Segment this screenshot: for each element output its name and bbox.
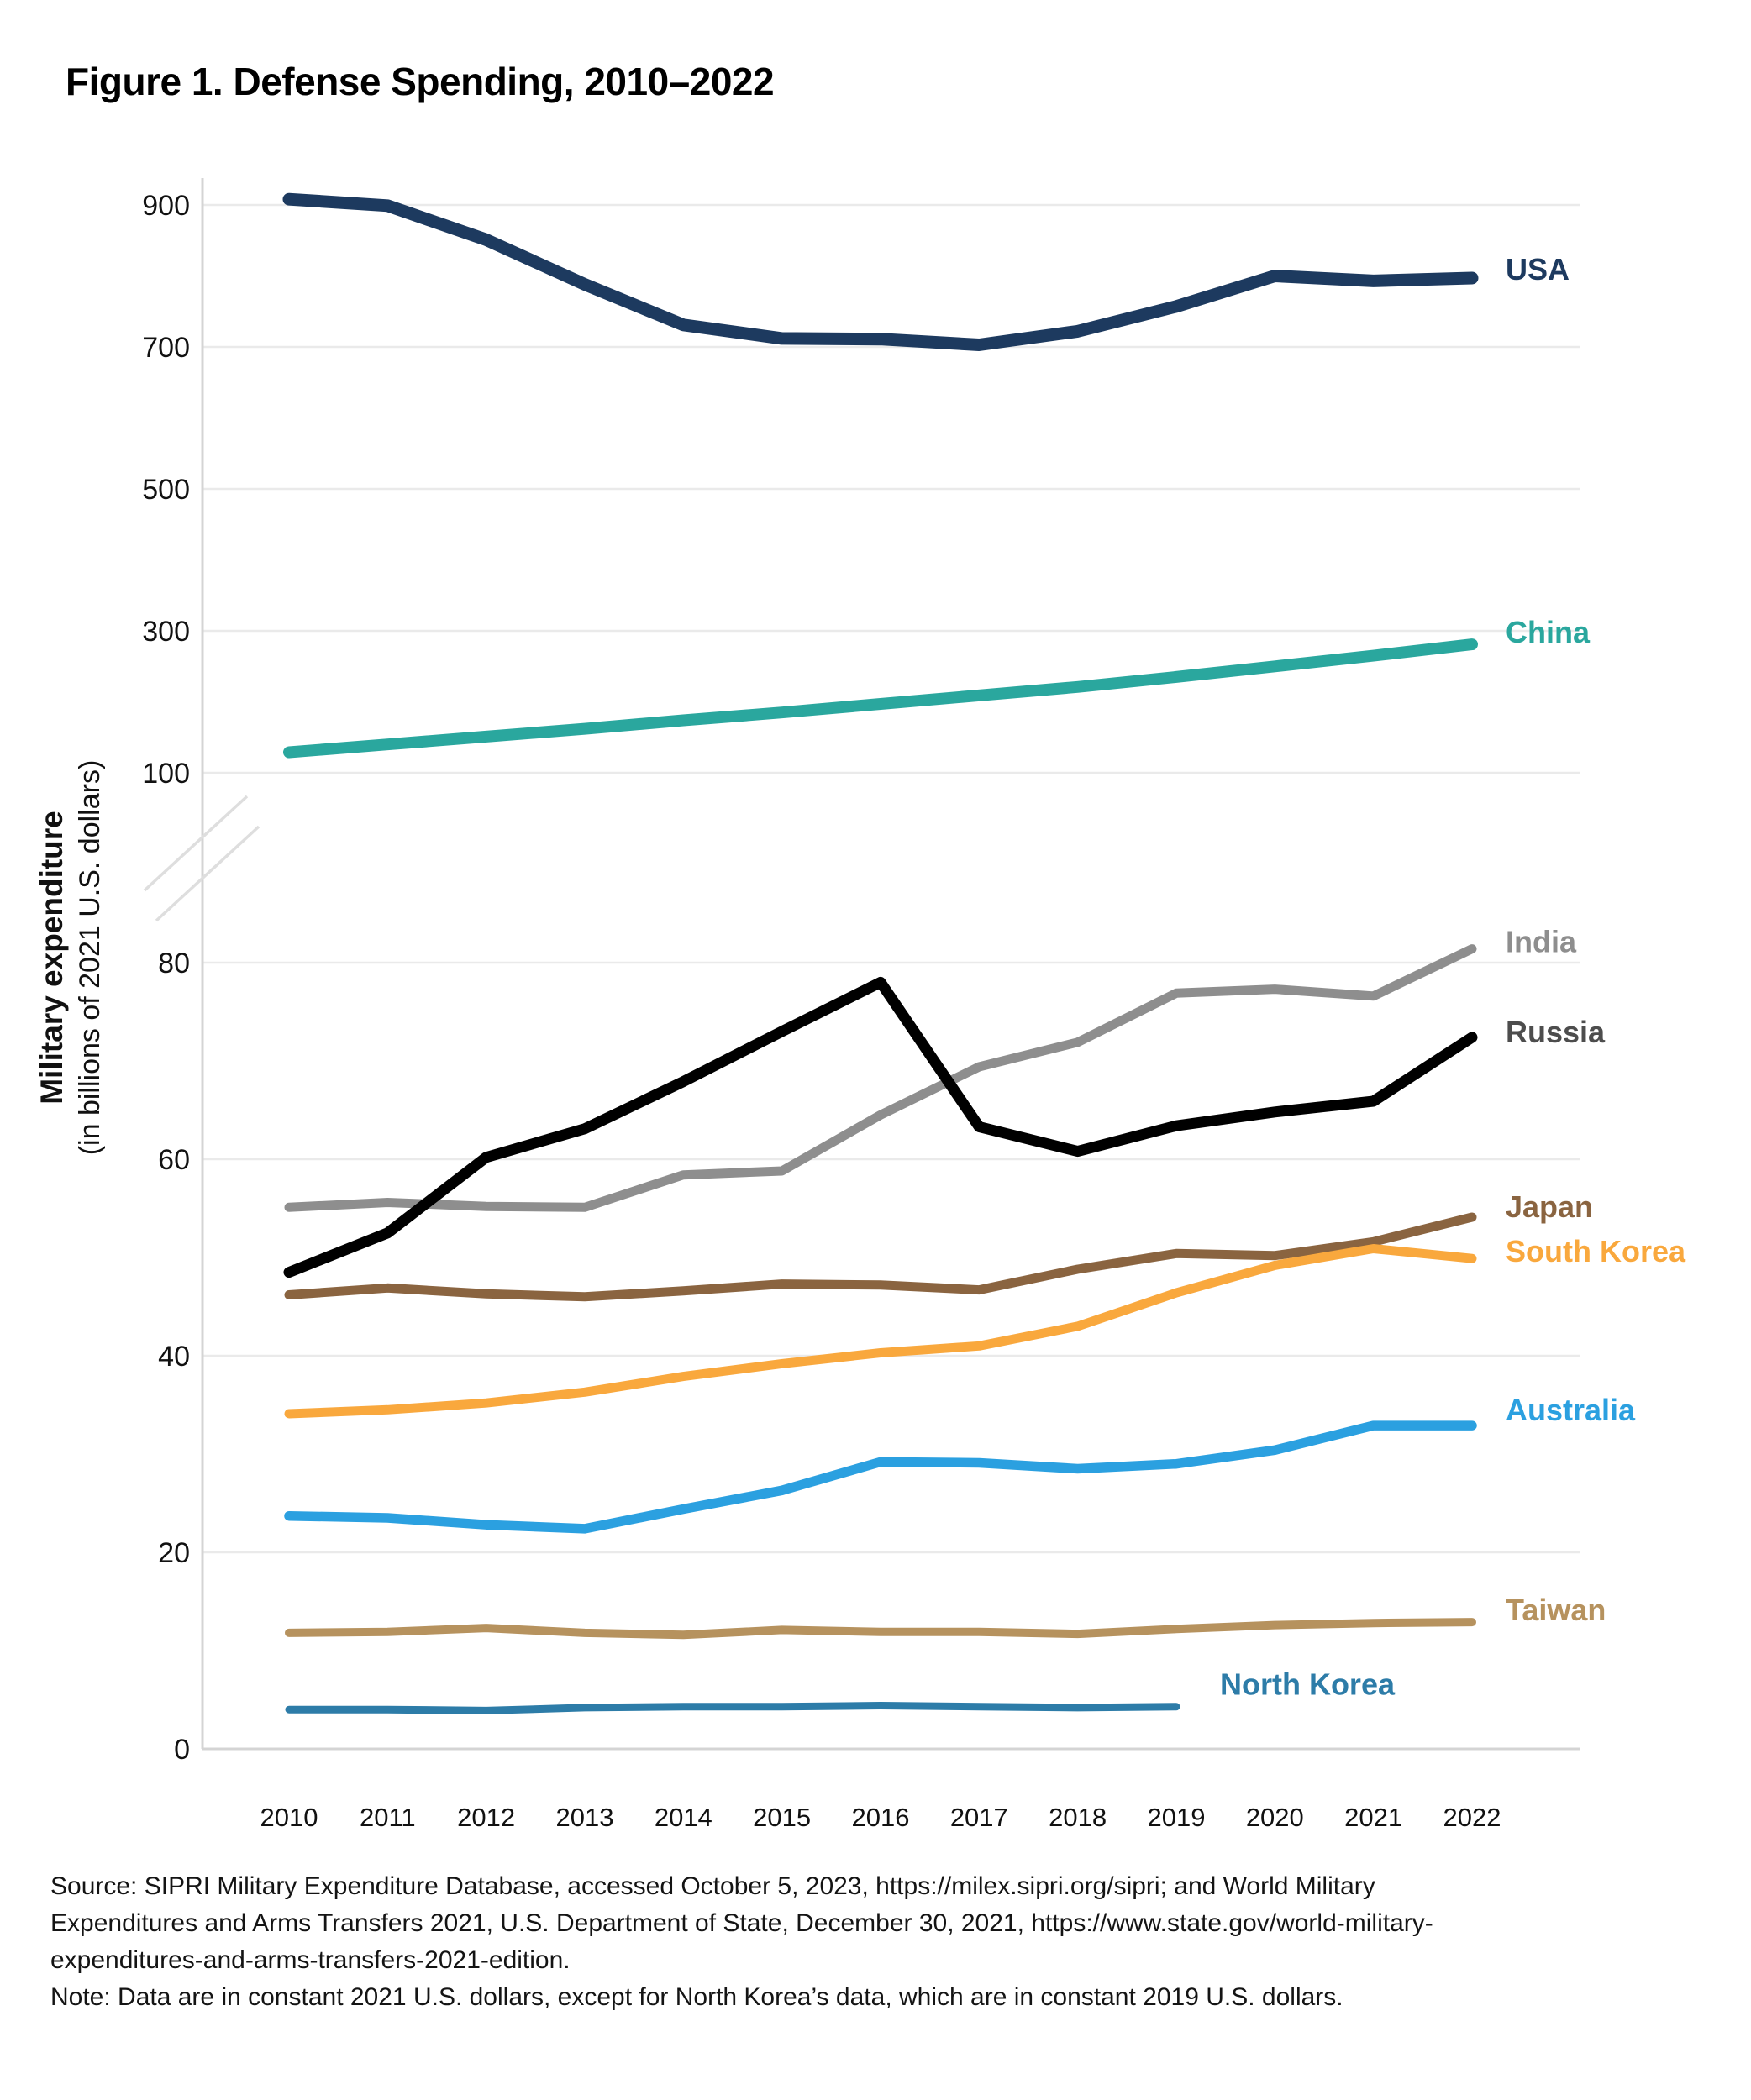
- y-tick-label-80: 80: [158, 948, 190, 979]
- y-tick-label-900: 900: [142, 190, 190, 222]
- y-tick-label-20: 20: [158, 1537, 190, 1569]
- x-tick-label-2017: 2017: [949, 1803, 1008, 1832]
- x-tick-label-2010: 2010: [260, 1803, 318, 1832]
- x-tick-label-2020: 2020: [1245, 1803, 1304, 1832]
- source-line-2: Expenditures and Arms Transfers 2021, U.S. Department of State, December 30, 2021, https://www.state.gov/world-military-: [50, 1909, 1433, 1937]
- series-label-south-korea: South Korea: [1506, 1234, 1686, 1269]
- x-tick-label-2014: 2014: [654, 1803, 712, 1832]
- x-tick-label-2015: 2015: [753, 1803, 812, 1832]
- usa-line: [289, 199, 1472, 344]
- china-line: [289, 644, 1472, 752]
- series-label-usa: USA: [1506, 252, 1570, 287]
- russia-line: [289, 982, 1472, 1272]
- y-tick-label-40: 40: [158, 1341, 190, 1373]
- australia-line: [289, 1425, 1472, 1529]
- series-label-australia: Australia: [1506, 1393, 1636, 1428]
- x-tick-label-2018: 2018: [1049, 1803, 1107, 1832]
- y-axis-title-main: Military expenditure: [34, 811, 69, 1105]
- series-label-china: China: [1506, 615, 1591, 650]
- y-tick-label-100: 100: [142, 758, 190, 790]
- series-label-india: India: [1506, 924, 1577, 959]
- y-tick-label-60: 60: [158, 1144, 190, 1176]
- y-tick-label-0: 0: [174, 1734, 190, 1766]
- south-korea-line: [289, 1249, 1472, 1415]
- x-tick-label-2011: 2011: [359, 1803, 416, 1832]
- x-tick-label-2012: 2012: [457, 1803, 516, 1832]
- series-label-taiwan: Taiwan: [1506, 1593, 1606, 1628]
- axis-break-icon: [145, 796, 247, 890]
- y-axis-title-sub: (in billions of 2021 U.S. dollars): [74, 759, 106, 1156]
- taiwan-line: [289, 1622, 1472, 1635]
- y-tick-label-500: 500: [142, 474, 190, 506]
- north-korea-line: [289, 1706, 1176, 1711]
- note-line: Note: Data are in constant 2021 U.S. dollars, except for North Korea’s data, which are in constant 2019 U.S. dollars.: [50, 1983, 1343, 2011]
- axis-break-icon: [156, 827, 259, 921]
- x-tick-label-2022: 2022: [1443, 1803, 1501, 1832]
- source-line-1: Source: SIPRI Military Expenditure Database, accessed October 5, 2023, https://milex.sipri.org/sipri; and World Military: [50, 1872, 1375, 1900]
- source-line-3: expenditures-and-arms-transfers-2021-edition.: [50, 1946, 571, 1974]
- x-tick-label-2019: 2019: [1147, 1803, 1206, 1832]
- y-tick-label-700: 700: [142, 332, 190, 364]
- page-title: Figure 1. Defense Spending, 2010–2022: [66, 60, 775, 103]
- x-tick-label-2016: 2016: [851, 1803, 910, 1832]
- japan-line: [289, 1217, 1472, 1297]
- series-label-north-korea: North Korea: [1219, 1667, 1396, 1702]
- series-label-japan: Japan: [1506, 1189, 1594, 1225]
- x-tick-label-2021: 2021: [1344, 1803, 1403, 1832]
- source-note: [50, 1868, 1697, 2016]
- y-tick-label-300: 300: [142, 616, 190, 648]
- x-tick-label-2013: 2013: [555, 1803, 614, 1832]
- series-label-russia: Russia: [1506, 1014, 1606, 1049]
